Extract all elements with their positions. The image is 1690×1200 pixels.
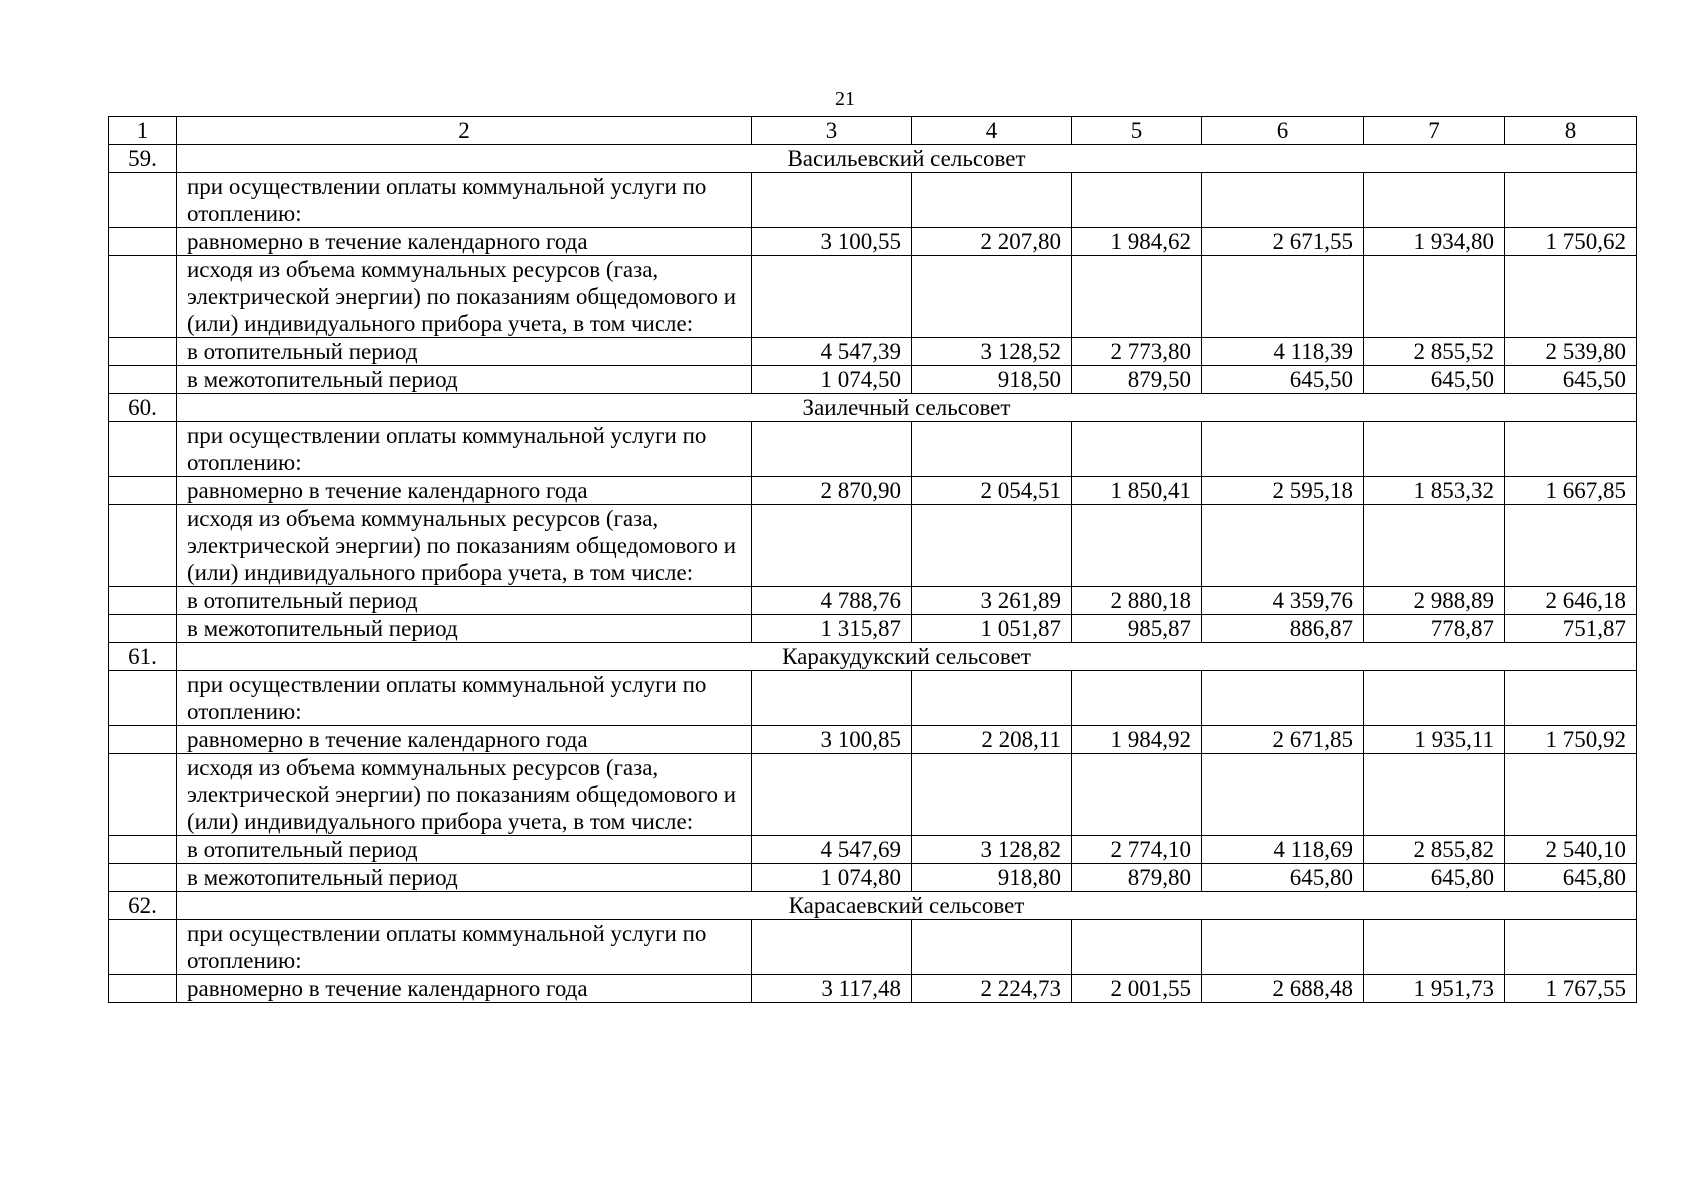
value-cell: 2 671,55 (1202, 228, 1364, 256)
column-header: 3 (752, 117, 912, 145)
table-row (109, 477, 1637, 505)
value-cell: 1 051,87 (912, 615, 1072, 643)
row-number-cell (109, 754, 177, 836)
value-cell: 4 547,69 (752, 836, 912, 864)
table-row (109, 615, 1637, 643)
column-header: 7 (1364, 117, 1505, 145)
table-row (109, 864, 1637, 892)
table-row (109, 671, 1637, 726)
row-label: исходя из объема коммунальных ресурсов (газа, электрической энергии) по показаниям общедомового и (или) индивидуального прибора учета, в том числе: (177, 754, 752, 836)
value-cell: 3 128,82 (912, 836, 1072, 864)
value-cell: 1 935,11 (1364, 726, 1505, 754)
value-cell (1505, 173, 1637, 228)
value-cell: 4 788,76 (752, 587, 912, 615)
value-cell (752, 505, 912, 587)
value-cell (1505, 505, 1637, 587)
value-cell (752, 671, 912, 726)
value-cell: 1 750,62 (1505, 228, 1637, 256)
value-cell: 645,80 (1202, 864, 1364, 892)
column-header: 5 (1072, 117, 1202, 145)
value-cell: 879,50 (1072, 366, 1202, 394)
value-cell: 4 359,76 (1202, 587, 1364, 615)
value-cell: 2 054,51 (912, 477, 1072, 505)
value-cell: 645,50 (1505, 366, 1637, 394)
group-number: 59. (109, 145, 177, 173)
value-cell: 1 767,55 (1505, 975, 1637, 1003)
value-cell: 2 224,73 (912, 975, 1072, 1003)
value-cell: 1 984,62 (1072, 228, 1202, 256)
row-label: при осуществлении оплаты коммунальной услуги по отоплению: (177, 671, 752, 726)
row-number-cell (109, 671, 177, 726)
row-label: в межотопительный период (177, 366, 752, 394)
value-cell (1364, 754, 1505, 836)
value-cell: 645,50 (1202, 366, 1364, 394)
value-cell (1072, 505, 1202, 587)
value-cell: 2 855,82 (1364, 836, 1505, 864)
row-label: равномерно в течение календарного года (177, 477, 752, 505)
value-cell: 985,87 (1072, 615, 1202, 643)
row-number-cell (109, 256, 177, 338)
value-cell (1364, 422, 1505, 477)
value-cell: 2 671,85 (1202, 726, 1364, 754)
tariff-table (108, 116, 1637, 1003)
group-name: Карасаевский сельсовет (177, 892, 1637, 920)
table-row (109, 338, 1637, 366)
group-header-row (109, 643, 1637, 671)
group-number: 61. (109, 643, 177, 671)
value-cell: 2 774,10 (1072, 836, 1202, 864)
value-cell: 2 988,89 (1364, 587, 1505, 615)
row-number-cell (109, 615, 177, 643)
value-cell: 1 951,73 (1364, 975, 1505, 1003)
page-number: 21 (835, 88, 855, 110)
table-row (109, 228, 1637, 256)
table-row (109, 587, 1637, 615)
value-cell: 2 595,18 (1202, 477, 1364, 505)
value-cell: 2 646,18 (1505, 587, 1637, 615)
value-cell: 2 001,55 (1072, 975, 1202, 1003)
value-cell (1202, 671, 1364, 726)
row-number-cell (109, 366, 177, 394)
value-cell (752, 920, 912, 975)
value-cell (1072, 256, 1202, 338)
value-cell: 2 880,18 (1072, 587, 1202, 615)
value-cell (1072, 920, 1202, 975)
value-cell: 1 934,80 (1364, 228, 1505, 256)
row-label: равномерно в течение календарного года (177, 228, 752, 256)
value-cell (912, 671, 1072, 726)
value-cell: 2 870,90 (752, 477, 912, 505)
table-row (109, 505, 1637, 587)
row-number-cell (109, 587, 177, 615)
table-row (109, 754, 1637, 836)
row-label: в отопительный период (177, 836, 752, 864)
value-cell: 4 547,39 (752, 338, 912, 366)
table-row (109, 422, 1637, 477)
group-header-row (109, 394, 1637, 422)
value-cell (1072, 422, 1202, 477)
value-cell (912, 422, 1072, 477)
value-cell (1072, 754, 1202, 836)
group-number: 62. (109, 892, 177, 920)
row-number-cell (109, 173, 177, 228)
row-label: исходя из объема коммунальных ресурсов (газа, электрической энергии) по показаниям общедомового и (или) индивидуального прибора учета, в том числе: (177, 505, 752, 587)
row-label: исходя из объема коммунальных ресурсов (газа, электрической энергии) по показаниям общедомового и (или) индивидуального прибора учета, в том числе: (177, 256, 752, 338)
value-cell (912, 256, 1072, 338)
row-number-cell (109, 975, 177, 1003)
value-cell: 1 750,92 (1505, 726, 1637, 754)
value-cell (1364, 920, 1505, 975)
group-name: Заилечный сельсовет (177, 394, 1637, 422)
value-cell: 4 118,69 (1202, 836, 1364, 864)
value-cell: 918,50 (912, 366, 1072, 394)
row-number-cell (109, 505, 177, 587)
row-label: при осуществлении оплаты коммунальной услуги по отоплению: (177, 173, 752, 228)
value-cell (1364, 256, 1505, 338)
value-cell: 2 539,80 (1505, 338, 1637, 366)
value-cell: 645,80 (1505, 864, 1637, 892)
value-cell (1505, 422, 1637, 477)
table-row (109, 975, 1637, 1003)
row-label: в отопительный период (177, 338, 752, 366)
row-label: в межотопительный период (177, 615, 752, 643)
value-cell: 3 117,48 (752, 975, 912, 1003)
value-cell (1505, 920, 1637, 975)
value-cell (752, 422, 912, 477)
value-cell: 1 074,50 (752, 366, 912, 394)
value-cell: 3 100,85 (752, 726, 912, 754)
value-cell: 645,80 (1364, 864, 1505, 892)
value-cell (1202, 256, 1364, 338)
value-cell: 918,80 (912, 864, 1072, 892)
column-header: 8 (1505, 117, 1637, 145)
value-cell (1202, 920, 1364, 975)
value-cell (912, 173, 1072, 228)
group-name: Каракудукский сельсовет (177, 643, 1637, 671)
column-number-row (109, 117, 1637, 145)
value-cell (1202, 173, 1364, 228)
value-cell (1072, 173, 1202, 228)
table-row (109, 366, 1637, 394)
value-cell: 1 074,80 (752, 864, 912, 892)
value-cell (752, 173, 912, 228)
table-row (109, 256, 1637, 338)
group-name: Васильевский сельсовет (177, 145, 1637, 173)
value-cell: 1 667,85 (1505, 477, 1637, 505)
column-header: 6 (1202, 117, 1364, 145)
row-label: равномерно в течение календарного года (177, 975, 752, 1003)
value-cell (1364, 671, 1505, 726)
column-header: 4 (912, 117, 1072, 145)
value-cell: 886,87 (1202, 615, 1364, 643)
column-header: 2 (177, 117, 752, 145)
column-header: 1 (109, 117, 177, 145)
value-cell (1364, 173, 1505, 228)
value-cell: 2 688,48 (1202, 975, 1364, 1003)
value-cell (912, 505, 1072, 587)
value-cell (1364, 505, 1505, 587)
value-cell (1202, 422, 1364, 477)
value-cell: 1 984,92 (1072, 726, 1202, 754)
value-cell: 3 261,89 (912, 587, 1072, 615)
value-cell: 4 118,39 (1202, 338, 1364, 366)
row-number-cell (109, 836, 177, 864)
group-header-row (109, 892, 1637, 920)
row-number-cell (109, 864, 177, 892)
value-cell: 778,87 (1364, 615, 1505, 643)
value-cell (752, 754, 912, 836)
row-label: в межотопительный период (177, 864, 752, 892)
value-cell: 2 208,11 (912, 726, 1072, 754)
row-label: при осуществлении оплаты коммунальной услуги по отоплению: (177, 920, 752, 975)
row-number-cell (109, 228, 177, 256)
value-cell: 1 853,32 (1364, 477, 1505, 505)
row-label: равномерно в течение календарного года (177, 726, 752, 754)
table-row (109, 173, 1637, 228)
row-number-cell (109, 477, 177, 505)
table-row (109, 726, 1637, 754)
row-number-cell (109, 726, 177, 754)
group-number: 60. (109, 394, 177, 422)
value-cell (1505, 754, 1637, 836)
value-cell (752, 256, 912, 338)
value-cell: 2 540,10 (1505, 836, 1637, 864)
value-cell: 751,87 (1505, 615, 1637, 643)
value-cell (1505, 256, 1637, 338)
group-header-row (109, 145, 1637, 173)
value-cell: 1 850,41 (1072, 477, 1202, 505)
row-number-cell (109, 422, 177, 477)
row-number-cell (109, 338, 177, 366)
value-cell (912, 754, 1072, 836)
value-cell: 1 315,87 (752, 615, 912, 643)
value-cell: 2 855,52 (1364, 338, 1505, 366)
value-cell: 3 100,55 (752, 228, 912, 256)
value-cell: 645,50 (1364, 366, 1505, 394)
table-row (109, 920, 1637, 975)
row-number-cell (109, 920, 177, 975)
value-cell (1505, 671, 1637, 726)
value-cell: 2 773,80 (1072, 338, 1202, 366)
value-cell: 879,80 (1072, 864, 1202, 892)
value-cell: 3 128,52 (912, 338, 1072, 366)
row-label: в отопительный период (177, 587, 752, 615)
row-label: при осуществлении оплаты коммунальной услуги по отоплению: (177, 422, 752, 477)
value-cell (1202, 754, 1364, 836)
value-cell (912, 920, 1072, 975)
value-cell: 2 207,80 (912, 228, 1072, 256)
value-cell (1202, 505, 1364, 587)
table-row (109, 836, 1637, 864)
value-cell (1072, 671, 1202, 726)
